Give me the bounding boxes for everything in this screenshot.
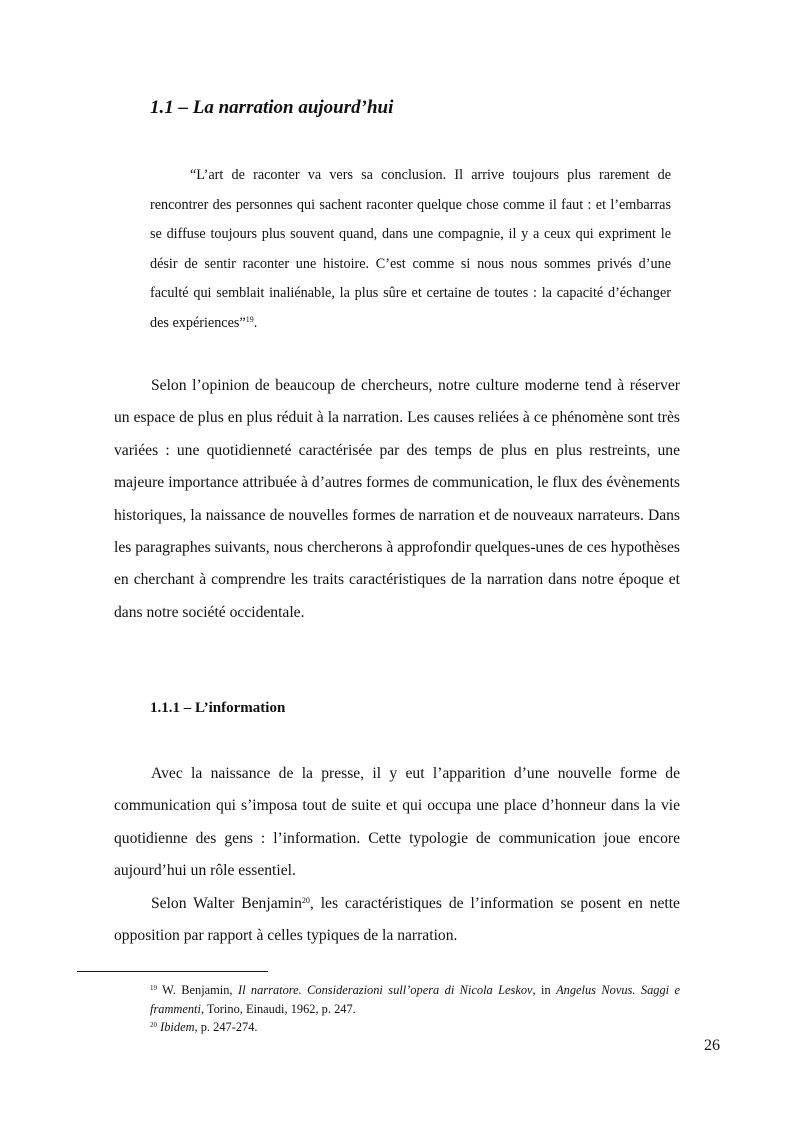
footnote-text: W. Benjamin, — [157, 983, 238, 997]
page-number: 26 — [704, 1037, 720, 1054]
paragraph3-before: Selon Walter Benjamin — [151, 895, 302, 912]
footnote-number: 20 — [150, 1021, 157, 1029]
footnote-title: Ibidem — [160, 1020, 195, 1034]
body-paragraph-2: Avec la naissance de la presse, il y eut l’apparition d’une nouvelle forme de communication qui s’imposa tout de suite et qui occupa une place d’honneur dans la vie quotidienne des gens : l’information. Cette typologie de communication joue encore aujourd’hui un rôle essentiel. — [114, 765, 680, 880]
subsection-heading: 1.1.1 – L’information — [150, 700, 286, 716]
quote-text: “L’art de raconter va vers sa conclusion. Il arrive toujours plus rarement de rencontrer des personnes qui sachent raconter quelque chose comme il faut : et l’embarras se diffuse toujours plus souvent quand, dans une compagnie, il y a ceux qui expriment le désir de sentir raconter une histoire. C’est comme si nous nous sommes privés d’une faculté qui semblait inaliénable, la plus sûre et certaine de toutes : la capacité d’échanger des expériences” — [150, 167, 671, 331]
footnote-text: , in — [532, 983, 557, 997]
footnote-19 — [150, 981, 680, 1018]
quote-end: . — [253, 314, 258, 331]
footnote-separator — [77, 971, 268, 972]
footnote-text: , p. 247-274. — [194, 1020, 258, 1034]
section-heading: 1.1 – La narration aujourd’hui — [150, 97, 394, 118]
footnote-title: Angelus Novus. Saggi e frammenti — [150, 983, 681, 1016]
footnote-text: , Torino, Einaudi, 1962, p. 247. — [200, 1001, 356, 1016]
body-paragraph-3 — [114, 888, 680, 953]
footnote-20 — [150, 1018, 680, 1037]
footnote-title: Il narratore. Considerazioni sull’opera di Nicola Leskov — [237, 983, 533, 997]
block-quote — [150, 161, 671, 339]
footnote-ref-19[interactable]: 19 — [245, 314, 254, 324]
body-paragraph-1: Selon l’opinion de beaucoup de chercheurs, notre culture moderne tend à réserver un espace de plus en plus réduit à la narration. Les causes reliées à ce phénomène sont très variées : une quotidienneté caractérisée par des temps de plus en plus restreints, une majeure importance attribuée à d’autres formes de communication, le flux des évènements historiques, la naissance de nouvelles formes de narration et de nouveaux narrateurs. Dans les paragraphes suivants, nous chercherons à approfondir quelques-unes de ces hypothèses en cherchant à comprendre les traits caractéristiques de la narration dans notre époque et dans notre société occidentale. — [114, 377, 680, 621]
paragraph3-after: , les caractéristiques de l’information se posent en nette opposition par rapport à celles typiques de la narration. — [114, 895, 680, 945]
footnote-ref-20[interactable]: 20 — [301, 896, 310, 905]
footnote-number: 19 — [150, 984, 157, 992]
